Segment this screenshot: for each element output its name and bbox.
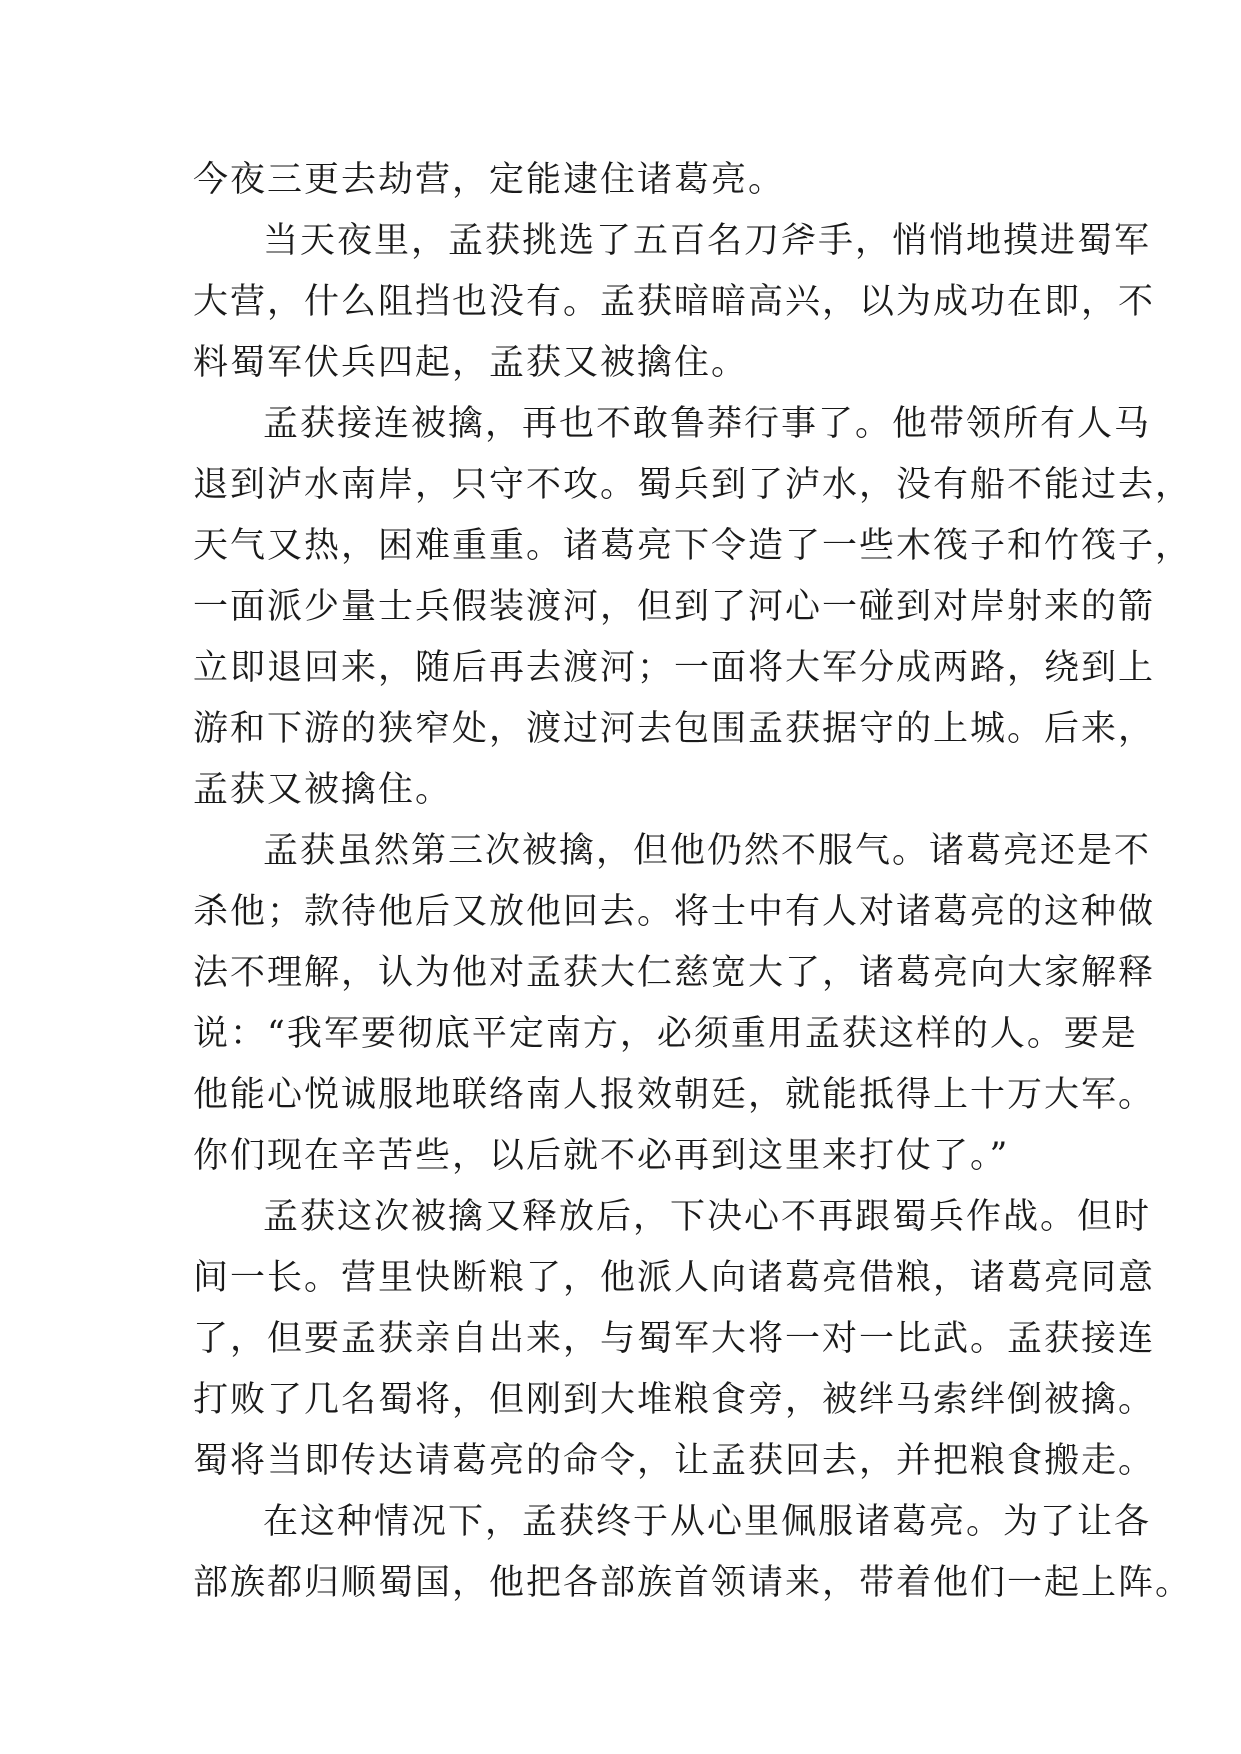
text-line: 杀他；款待他后又放他回去。将士中有人对诸葛亮的这种做	[193, 892, 1156, 932]
text-line: 立即退回来，随后再去渡河；一面将大军分成两路，绕到上	[193, 648, 1156, 688]
text-line: 退到泸水南岸，只守不攻。蜀兵到了泸水，没有船不能过去，	[193, 465, 1193, 505]
text-line: 孟获接连被擒，再也不敢鲁莽行事了。他带领所有人马	[263, 404, 1152, 444]
text-line: 孟获虽然第三次被擒，但他仍然不服气。诸葛亮还是不	[263, 831, 1152, 871]
text-line: 当天夜里，孟获挑选了五百名刀斧手，悄悄地摸进蜀军	[263, 221, 1152, 261]
text-line: 他能心悦诚服地联络南人报效朝廷，就能抵得上十万大军。	[193, 1075, 1156, 1115]
text-line: 孟获又被擒住。	[193, 770, 453, 810]
text-line: 蜀将当即传达请葛亮的命令，让孟获回去，并把粮食搬走。	[193, 1441, 1156, 1481]
text-line: 部族都归顺蜀国，他把各部族首领请来，带着他们一起上阵。	[193, 1563, 1193, 1603]
text-line: 天气又热，困难重重。诸葛亮下令造了一些木筏子和竹筏子，	[193, 526, 1193, 566]
text-line: 今夜三更去劫营，定能逮住诸葛亮。	[193, 160, 786, 200]
text-line: 在这种情况下，孟获终于从心里佩服诸葛亮。为了让各	[263, 1502, 1152, 1542]
text-line: 法不理解，认为他对孟获大仁慈宽大了，诸葛亮向大家解释	[193, 953, 1156, 993]
text-line: 说：“我军要彻底平定南方，必须重用孟获这样的人。要是	[193, 1014, 1138, 1054]
text-line: 游和下游的狭窄处，渡过河去包围孟获据守的上城。后来，	[193, 709, 1156, 749]
text-line: 间一长。营里快断粮了，他派人向诸葛亮借粮，诸葛亮同意	[193, 1258, 1156, 1298]
text-line: 料蜀军伏兵四起，孟获又被擒住。	[193, 343, 749, 383]
text-line: 大营，什么阻挡也没有。孟获暗暗高兴，以为成功在即，不	[193, 282, 1156, 322]
text-line: 打败了几名蜀将，但刚到大堆粮食旁，被绊马索绊倒被擒。	[193, 1380, 1156, 1420]
document-body	[193, 150, 1193, 1614]
text-line: 孟获这次被擒又释放后，下决心不再跟蜀兵作战。但时	[263, 1197, 1152, 1237]
text-line: 了，但要孟获亲自出来，与蜀军大将一对一比武。孟获接连	[193, 1319, 1156, 1359]
text-line: 一面派少量士兵假装渡河，但到了河心一碰到对岸射来的箭	[193, 587, 1156, 627]
text-line: 你们现在辛苦些，以后就不必再到这里来打仗了。”	[193, 1136, 1010, 1176]
